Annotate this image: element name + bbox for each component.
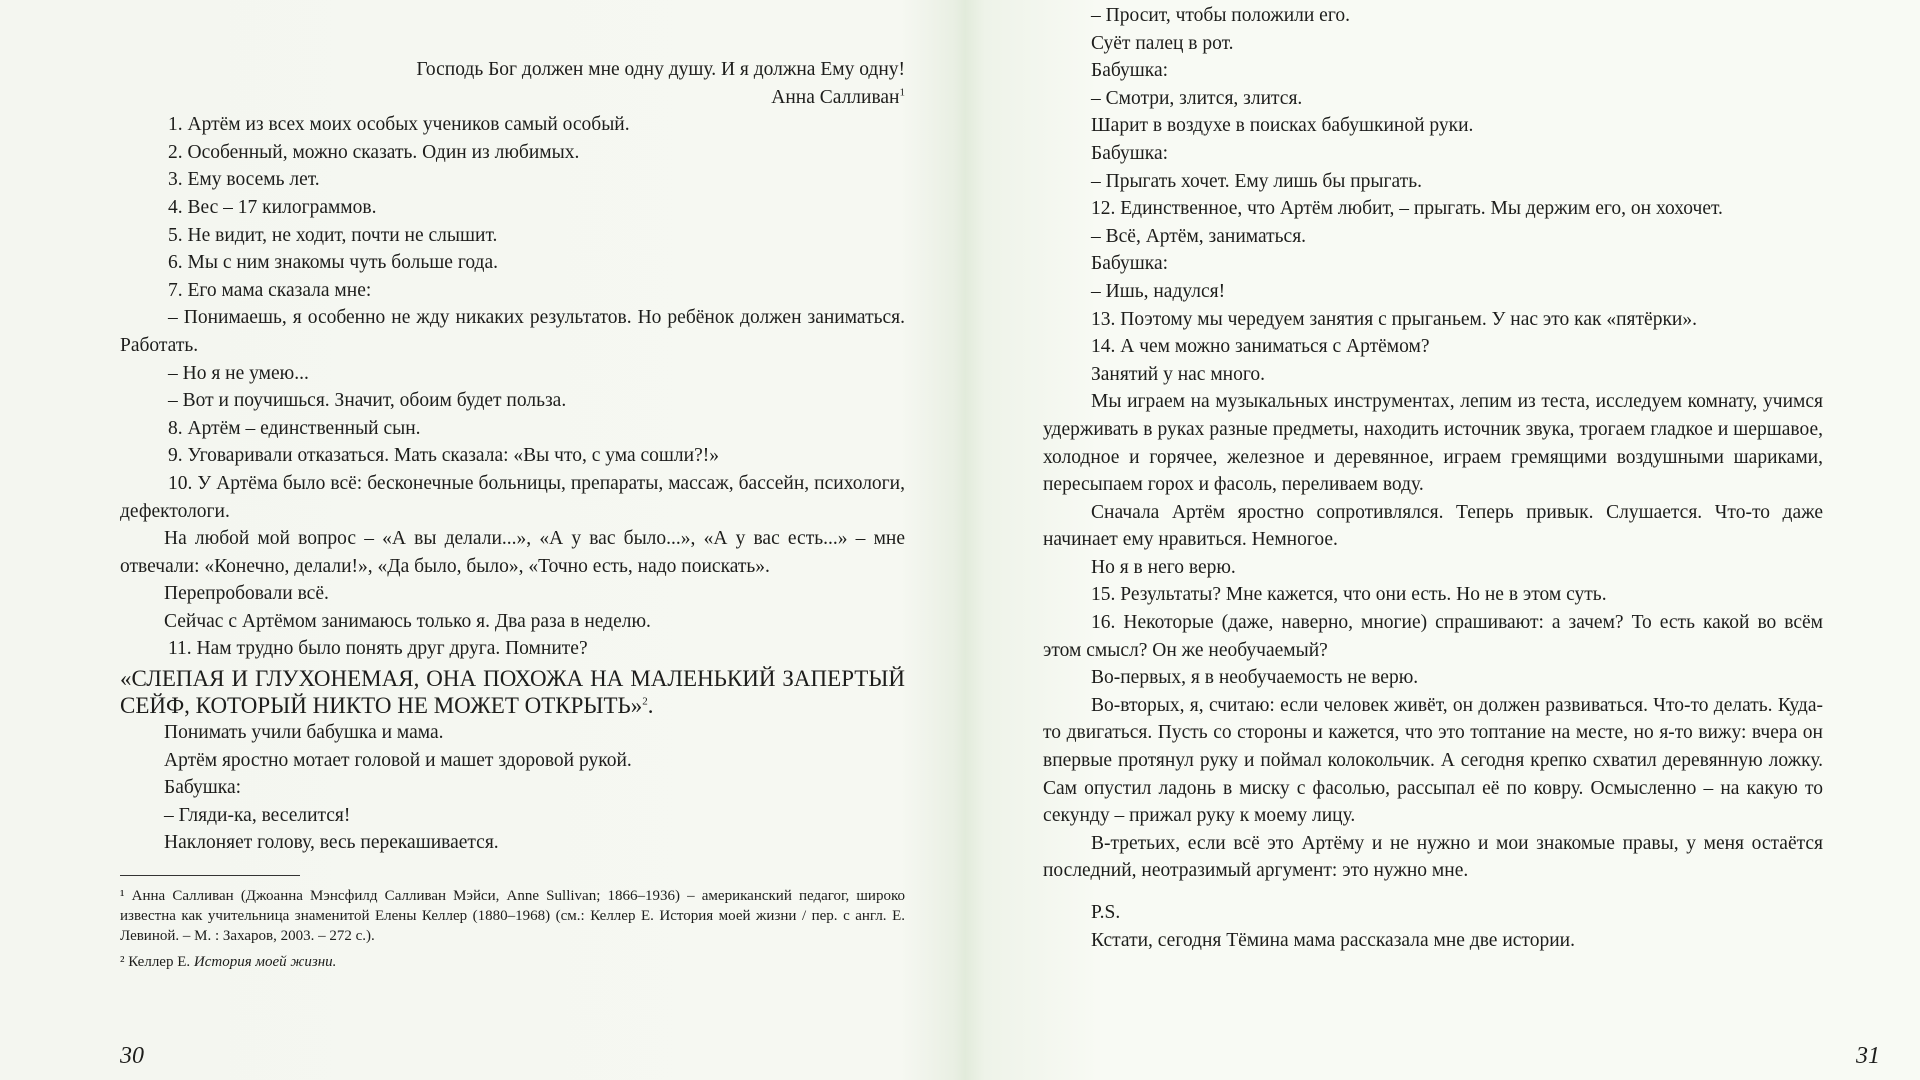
- paragraph: Шарит в воздухе в поисках бабушкиной руки.: [1091, 115, 1474, 137]
- paragraph: 16. Некоторые (даже, наверно, многие) спрашивают: а зачем? То есть какой во всём этом смысл? Он же необучаемый?: [1043, 612, 1823, 661]
- paragraph: 2. Особенный, можно сказать. Один из любимых.: [168, 141, 580, 163]
- footnote-2-prefix: ² Келлер Е.: [120, 954, 194, 971]
- paragraph: 13. Поэтому мы чередуем занятия с прыганьем. У нас это как «пятёрки».: [1091, 308, 1697, 330]
- epigraph-author-line: [120, 84, 905, 112]
- paragraph: Во-первых, я в необучаемость не верю.: [1091, 667, 1419, 689]
- paragraph: – Ишь, надулся!: [1091, 280, 1226, 302]
- paragraph: – Понимаешь, я особенно не жду никаких результатов. Но ребёнок должен заниматься. Работать.: [120, 307, 905, 356]
- page-number-right: 31: [1856, 1043, 1880, 1069]
- paragraph: В-третьих, если всё это Артёму и не нужно и мои знакомые правы, у меня остаётся последний, неотразимый аргумент: это нужно мне.: [1043, 832, 1823, 882]
- paragraph: Бабушка:: [1091, 60, 1169, 82]
- footnote-ref-2: 2: [642, 695, 648, 708]
- paragraph: Но я в него верю.: [1091, 556, 1236, 578]
- footnote-1: ¹ Анна Салливан (Джоанна Мэнсфилд Салливан Мэйси, Anne Sullivan; 1866–1936) – американский педагог, широко известна как учительница знаменитой Елены Келлер (1880–1968) (см.: Келлер Е. История моей жизни / пер. с англ. Е. Левиной. – М. : Захаров, 2003. – 272 с.).: [120, 888, 905, 945]
- paragraph: 7. Его мама сказала мне:: [168, 279, 372, 301]
- paragraph: Понимать учили бабушка и мама.: [164, 722, 444, 744]
- paragraph: – Гляди-ка, веселится!: [164, 804, 351, 826]
- paragraph: Мы играем на музыкальных инструментах, лепим из теста, исследуем комнату, учимся удерживать в руках разные предметы, находить источник звука, трогаем гладкое и шершавое, холодное и горячее, железное и деревянное, играем гремящими воздушными шариками, пересыпаем горох и фасоль, переливаем воду.: [1043, 391, 1823, 496]
- paragraph: – Смотри, злится, злится.: [1091, 87, 1303, 109]
- paragraph: 8. Артём – единственный сын.: [168, 417, 421, 439]
- caps-quote-period: .: [647, 693, 654, 719]
- footnote-ref-1: 1: [899, 86, 905, 99]
- paragraph: – Вот и поучишься. Значит, обоим будет польза.: [168, 390, 567, 412]
- right-page-text: [1043, 2, 1823, 954]
- ps-text: Кстати, сегодня Тёмина мама рассказала мне две истории.: [1091, 929, 1575, 951]
- paragraph: – Всё, Артём, заниматься.: [1091, 225, 1307, 247]
- footnote-2: [120, 952, 905, 972]
- paragraph: 3. Ему восемь лет.: [168, 169, 320, 191]
- epigraph-text: Господь Бог должен мне одну душу. И я должна Ему одну!: [416, 59, 905, 80]
- paragraph: – Но я не умею...: [168, 362, 309, 384]
- caps-quote: [120, 665, 905, 719]
- footnote-2-title: История моей жизни.: [193, 954, 337, 971]
- paragraph: Сейчас с Артёмом занимаюсь только я. Два раза в неделю.: [164, 610, 651, 632]
- paragraph: 10. У Артёма было всё: бесконечные больницы, препараты, массаж, бассейн, психологи, дефектологи.: [120, 472, 905, 522]
- footnote-divider: [120, 875, 300, 876]
- left-page-text: [120, 56, 905, 972]
- paragraph: 15. Результаты? Мне кажется, что они есть. Но не в этом суть.: [1091, 584, 1607, 606]
- caps-quote-text: «СЛЕПАЯ И ГЛУХОНЕМАЯ, ОНА ПОХОЖА НА МАЛЕНЬКИЙ ЗАПЕРТЫЙ СЕЙФ, КОТОРЫЙ НИКТО НЕ МОЖЕТ ОТКРЫТЬ»: [120, 666, 905, 719]
- paragraph: Сначала Артём яростно сопротивлялся. Теперь привык. Слушается. Что-то даже начинает ему нравиться. Немногое.: [1043, 501, 1823, 551]
- paragraph: Бабушка:: [1091, 142, 1169, 164]
- paragraph: Артём яростно мотает головой и машет здоровой рукой.: [164, 749, 632, 771]
- paragraph: 1. Артём из всех моих особых учеников самый особый.: [168, 114, 630, 136]
- paragraph: 5. Не видит, не ходит, почти не слышит.: [168, 224, 498, 246]
- ps-label: P.S.: [1091, 902, 1121, 923]
- paragraph: На любой мой вопрос – «А вы делали...», «А у вас было...», «А у вас есть...» – мне отвечали: «Конечно, делали!», «Да было, было», «Точно есть, надо поискать».: [120, 528, 905, 577]
- epigraph-author: Анна Салливан: [771, 86, 900, 108]
- epigraph: [120, 56, 905, 84]
- paragraph: – Просит, чтобы положили его.: [1091, 5, 1350, 26]
- paragraph: 9. Уговаривали отказаться. Мать сказала: «Вы что, с ума сошли?!»: [168, 445, 719, 467]
- paragraph: Бабушка:: [164, 777, 242, 799]
- paragraph: Во-вторых, я, считаю: если человек живёт, он должен развиваться. Что-то делать. Куда-то двигаться. Пусть со стороны и кажется, что это топтание на месте, но я-то вижу: вчера он впервые протянул руку и поймал колокольчик. А сегодня крепко схватил деревянную ложку. Сам опустил ладонь в миску с фасолью, рассыпал её по ковру. Осмысленно – на какую то секунду – прижал руку к моему лицу.: [1043, 694, 1823, 827]
- paragraph: – Прыгать хочет. Ему лишь бы прыгать.: [1091, 170, 1422, 192]
- paragraph: Занятий у нас много.: [1091, 363, 1266, 385]
- paragraph: 12. Единственное, что Артём любит, – прыгать. Мы держим его, он хохочет.: [1091, 198, 1723, 220]
- paragraph: Перепробовали всё.: [164, 583, 329, 605]
- paragraph: 6. Мы с ним знакомы чуть больше года.: [168, 252, 498, 274]
- paragraph: Бабушка:: [1091, 253, 1169, 275]
- paragraph: 4. Вес – 17 килограммов.: [168, 196, 377, 218]
- paragraph: Суёт палец в рот.: [1091, 32, 1234, 54]
- paragraph: Наклоняет голову, весь перекашивается.: [164, 832, 499, 854]
- paragraph: 14. А чем можно заниматься с Артёмом?: [1091, 336, 1430, 358]
- page-number-left: 30: [120, 1043, 144, 1069]
- paragraph: 11. Нам трудно было понять друг друга. Помните?: [168, 638, 588, 660]
